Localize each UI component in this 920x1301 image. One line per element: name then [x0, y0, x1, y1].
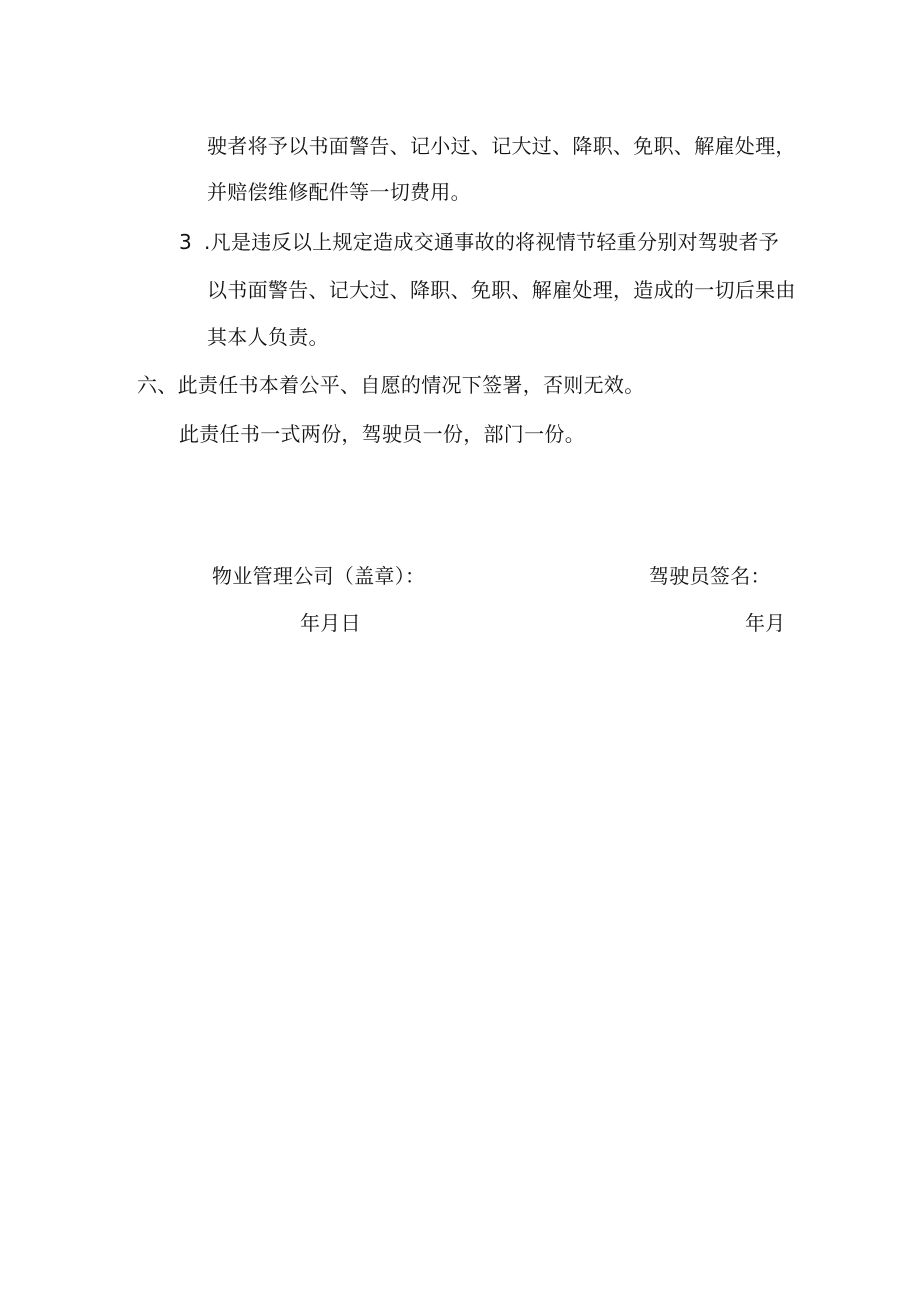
- clause-text-line: 驶者将予以书面警告、记小过、记大过、降职、免职、解雇处理，: [207, 134, 796, 158]
- copies-text: 此责任书一式两份，驾驶员一份，部门一份。: [179, 422, 585, 446]
- clause-text-line: 并赔偿维修配件等一切费用。: [207, 180, 471, 204]
- item-number: 3: [179, 230, 193, 254]
- item-3-text-line: .凡是违反以上规定造成交通事故的将视情节轻重分别对驾驶者予: [204, 230, 780, 254]
- item-3-text-line: 其本人负责。: [207, 325, 329, 349]
- driver-date: 年月: [745, 611, 786, 635]
- item-3-text-line: 以书面警告、记大过、降职、免职、解雇处理，造成的一切后果由: [207, 278, 796, 302]
- company-date: 年月日: [300, 611, 361, 635]
- section-6-text: 六、此责任书本着公平、自愿的情况下签署，否则无效。: [137, 373, 645, 397]
- driver-signature-label: 驾驶员签名：: [649, 564, 771, 588]
- company-seal-label: 物业管理公司（盖章）：: [212, 564, 426, 588]
